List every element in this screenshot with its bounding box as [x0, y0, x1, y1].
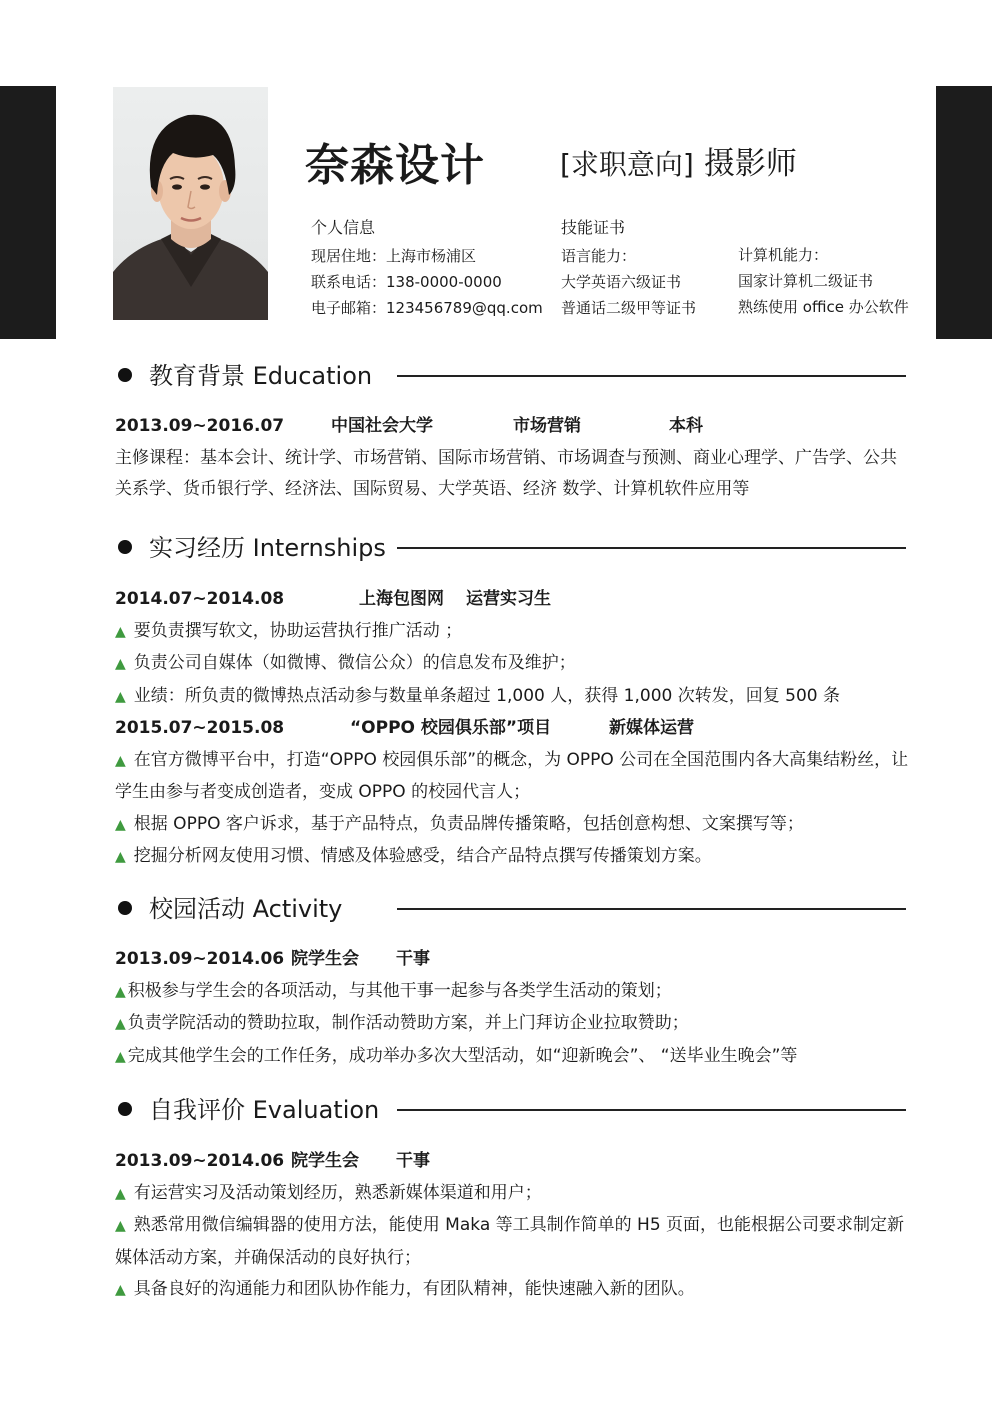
list-item: ▲ 有运营实习及活动策划经历，熟悉新媒体渠道和用户； [115, 1182, 542, 1203]
list-item: ▲ 业绩：所负责的微博热点活动参与数量单条超过 1,000 人，获得 1,000 次转发，回复 500 条 [115, 685, 840, 706]
dot-icon [118, 540, 132, 554]
list-item: ▲ 负责公司自媒体（如微博、微信公众）的信息发布及维护； [115, 653, 576, 673]
school-name: 中国社会大学 [331, 416, 433, 436]
triangle-icon: ▲ [115, 983, 126, 1000]
job-title: 摄影师 [703, 146, 797, 182]
triangle-icon: ▲ [115, 1282, 126, 1298]
list-item: ▲ 具备良好的沟通能力和团队协作能力，有团队精神，能快速融入新的团队。 [115, 1279, 695, 1299]
evaluation-section [115, 1146, 910, 1307]
degree: 本科 [669, 416, 703, 436]
job1-role: 运营实习生 [466, 589, 551, 609]
activity-section [115, 944, 910, 1073]
phone: 联系电话：138-0000-0000 [311, 273, 502, 291]
list-item: ▲ 在官方微博平台中，打造“OPPO 校园俱乐部”的概念，为 OPPO 公司在全国范围内各大高集结粉丝，让学生由参与者变成创造者，变成 OPPO 的校园代言人； [115, 749, 909, 802]
triangle-icon: ▲ [115, 816, 126, 833]
dot-icon [118, 1102, 132, 1116]
triangle-icon: ▲ [115, 1185, 126, 1202]
internships-divider [397, 547, 906, 549]
job2-date: 2015.07~2015.08 [115, 718, 285, 738]
language-cert-1: 大学英语六级证书 [561, 273, 682, 291]
triangle-icon: ▲ [115, 623, 126, 640]
courses: 主修课程：基本会计、统计学、市场营销、国际市场营销、市场调查与预测、商业心理学、广告学、公共关系学、货币银行学、经济法、国际贸易、大学英语、经济 数学、计算机软件应用等 [115, 447, 897, 499]
triangle-icon: ▲ [115, 1218, 126, 1234]
activity-title [118, 893, 342, 925]
list-item: ▲ 挖掘分析网友使用习惯、情感及体验感受，结合产品特点撰写传播策划方案。 [115, 846, 712, 866]
evaluation-org: 院学生会 [291, 1151, 359, 1171]
computer-label: 计算机能力： [738, 246, 829, 264]
activity-title-text: 校园活动 Activity [149, 895, 343, 923]
major: 市场营销 [513, 416, 581, 436]
activity-date: 2013.09~2014.06 [115, 949, 285, 969]
list-item: ▲ 要负责撰写软文，协助运营执行推广活动 ； [115, 620, 463, 641]
activity-org: 院学生会 [291, 949, 359, 969]
skills-heading: 技能证书 [561, 218, 626, 237]
personal-info [311, 214, 543, 321]
education-divider [397, 375, 906, 377]
job-intent-label: [求职意向] [560, 148, 694, 181]
job1-date: 2014.07~2014.08 [115, 589, 285, 609]
internships-section [115, 584, 910, 874]
dot-icon [118, 901, 132, 915]
dot-icon [118, 368, 132, 382]
language-cert-2: 普通话二级甲等证书 [561, 299, 697, 317]
job2-project: “OPPO 校园俱乐部”项目 [350, 718, 552, 738]
evaluation-date: 2013.09~2014.06 [115, 1151, 285, 1171]
internships-title [118, 532, 386, 564]
education-section [115, 411, 910, 506]
activity-role: 干事 [396, 949, 430, 969]
skills-certificates [561, 214, 696, 321]
personal-info-heading: 个人信息 [311, 218, 376, 237]
triangle-icon: ▲ [115, 1016, 126, 1032]
list-item: ▲ 熟悉常用微信编辑器的使用方法，能使用 Maka 等工具制作简单的 H5 页面，也能根据公司要求制定新媒体活动方案，并确保活动的良好执行； [115, 1215, 905, 1268]
computer-cert-1: 国家计算机二级证书 [738, 272, 874, 290]
job-intent [560, 142, 797, 187]
right-decor-bar [936, 86, 992, 339]
internships-title-text: 实习经历 Internships [149, 534, 386, 562]
computer-skills [738, 242, 909, 320]
list-item: ▲ 完成其他学生会的工作任务，成功举办多次大型活动，如“迎新晚会”、 “送毕业生晚会”等 [115, 1045, 798, 1066]
evaluation-divider [397, 1109, 906, 1111]
job2-role: 新媒体运营 [609, 718, 694, 738]
language-label: 语言能力： [561, 247, 637, 265]
profile-photo [113, 87, 268, 320]
evaluation-role: 干事 [396, 1151, 430, 1171]
triangle-icon: ▲ [115, 656, 126, 672]
list-item: ▲ 积极参与学生会的各项活动，与其他干事一起参与各类学生活动的策划； [115, 980, 672, 1001]
list-item: ▲ 负责学院活动的赞助拉取，制作活动赞助方案，并上门拜访企业拉取赞助； [115, 1013, 689, 1033]
job1-company: 上海包图网 [359, 589, 444, 609]
triangle-icon: ▲ [115, 752, 126, 769]
education-date: 2013.09~2016.07 [115, 416, 285, 436]
email: 电子邮箱：123456789@qq.com [311, 299, 543, 317]
candidate-name: 奈森设计 [305, 140, 485, 191]
triangle-icon: ▲ [115, 849, 126, 865]
computer-cert-2: 熟练使用 office 办公软件 [738, 298, 909, 316]
triangle-icon: ▲ [115, 1048, 126, 1065]
education-title [118, 360, 372, 392]
evaluation-title [118, 1094, 379, 1126]
address: 现居住地：上海市杨浦区 [311, 247, 477, 265]
education-title-text: 教育背景 Education [149, 362, 373, 390]
left-decor-bar [0, 86, 56, 339]
list-item: ▲ 根据 OPPO 客户诉求，基于产品特点，负责品牌传播策略，包括创意构想、文案撰写等； [115, 813, 804, 834]
activity-divider [397, 908, 906, 910]
evaluation-title-text: 自我评价 Evaluation [149, 1096, 380, 1124]
triangle-icon: ▲ [115, 688, 126, 705]
